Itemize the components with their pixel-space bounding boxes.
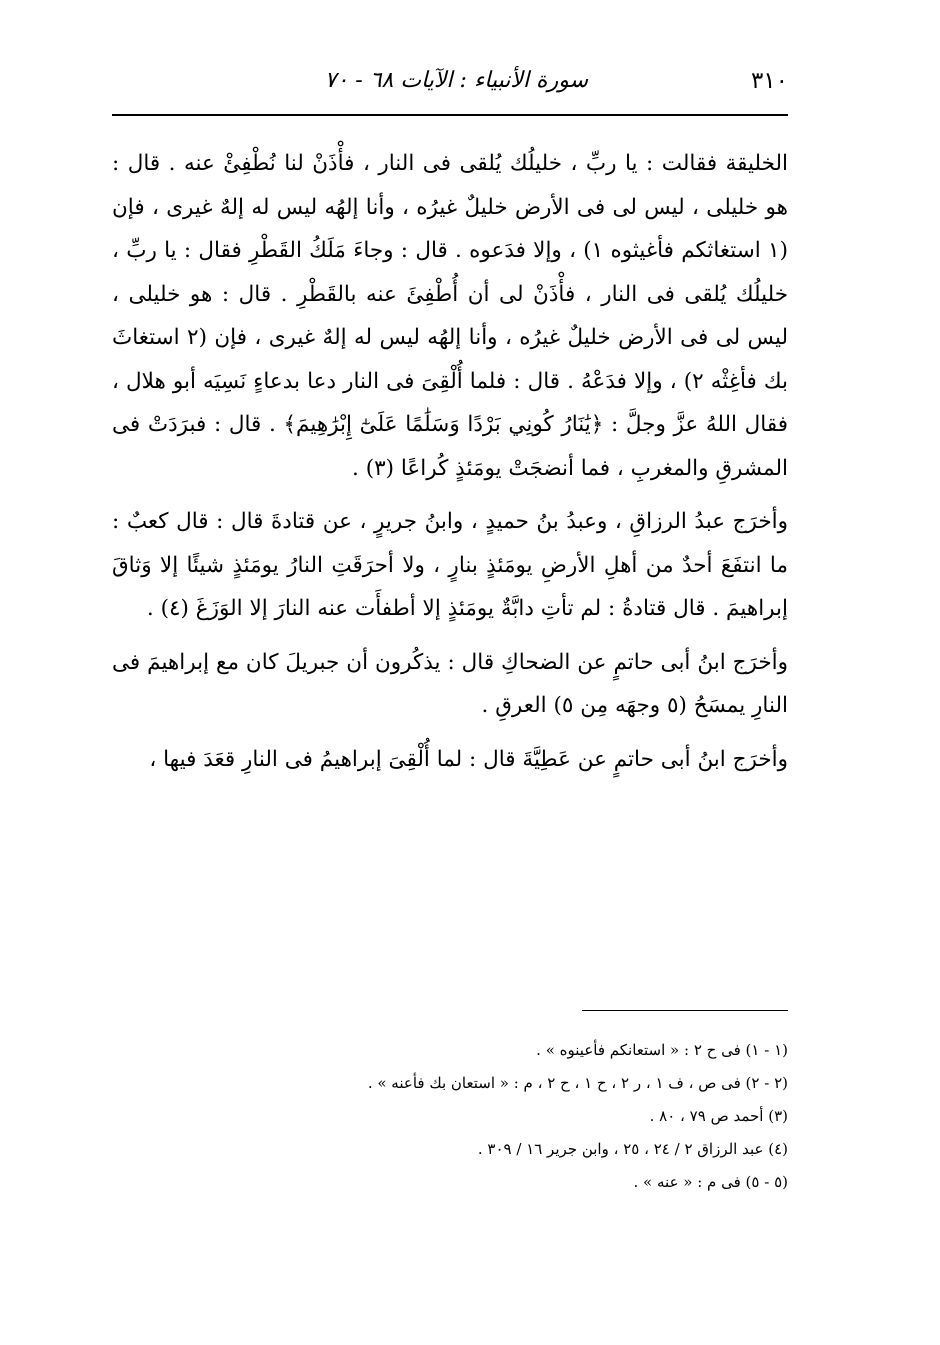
body-text	[112, 142, 788, 781]
paragraph: وأخرَج ابنُ أبى حاتمٍ عن عَطِيَّةَ قال : لما أُلْقِىَ إبراهيمُ فى النارِ قعَدَ فيها ،	[149, 746, 788, 772]
header-title: سورة الأنبياء : الآيات ٦٨ - ٧٠	[324, 68, 588, 93]
footnote: (٢ - ٢) فى ص ، ف ١ ، ر ٢ ، ح ١ ، ح ٢ ، م : « استعان بك فأعنه » .	[367, 1074, 788, 1092]
footnote: (١ - ١) فى ح ٢ : « استعانكم فأعينوه » .	[536, 1041, 788, 1059]
footnote: (٣) أحمد ص ٧٩ ، ٨٠ .	[649, 1107, 788, 1125]
footnotes	[112, 1034, 788, 1199]
header-rule	[112, 114, 788, 116]
footnote-rule	[582, 1010, 788, 1011]
footnote: (٤) عبد الرزاق ٢ / ٢٤ ، ٢٥ ، وابن جرير ١٦ / ٣٠٩ .	[477, 1140, 788, 1158]
paragraph: وأخرَج عبدُ الرزاقِ ، وعبدُ بنُ حميدٍ ، وابنُ جريرٍ ، عن قتادةَ قال : قال كعبٌ : ما انتفَعَ أحدٌ من أهلِ الأرضِ يومَئذٍ بنارٍ ، ولا أحرَقَتِ النارُ يومَئذٍ شيئًا إلا وَثاقَ إبراهيمَ . قال قتادةُ : لم تأتِ دابَّةٌ يومَئذٍ إلا أطفأَت عنه النارَ إلا الوَزَغَ (٤) .	[112, 509, 788, 621]
footnote: (٥ - ٥) فى م : « عنه » .	[633, 1173, 788, 1191]
paragraph: وأخرَج ابنُ أبى حاتمٍ عن الضحاكِ قال : يذكُرون أن جبريلَ كان مع إبراهيمَ فى النارِ يمسَحُ (٥ وجهَه مِن ٥) العرقِ .	[112, 649, 788, 718]
paragraph: الخليقة فقالت : يا ربِّ ، خليلُك يُلقى فى النار ، فأْذَنْ لنا نُطْفِئْ عنه . قال : هو خليلى ، ليس لى فى الأرض خليلٌ غيرُه ، وأنا إلهُه ليس له إلهٌ غيرى ، فإن (١ استغاثكم فأغيثوه ١) ، وإلا فدَعوه . قال : وجاءَ مَلَكُ القَطْرِ فقال : يا ربِّ ، خليلُك يُلقى فى النار ، فأْذَنْ لى أن أُطْفِئَ عنه بالقَطْرِ . قال : هو خليلى ، ليس لى فى الأرض خليلٌ غيرُه ، وأنا إلهُه ليس له إلهٌ غيرى ، فإن (٢ استغاثَ بك فأغِثْه ٢) ، وإلا فدَعْهُ . قال : فلما أُلْقِىَ فى النار دعا بدعاءٍ نَسِيَه أبو هلال ، فقال اللهُ عزَّ وجلَّ : ﴿يَٰنَارُ كُونِي بَرْدًا وَسَلَٰمًا عَلَىٰٓ إِبْرَٰهِيمَ﴾ . قال : فبرَدَتْ فى المشرقِ والمغربِ ، فما أنضجَتْ يومَئذٍ كُراعًا (٣) .	[112, 151, 789, 481]
page-number: ٣١٠	[750, 68, 788, 94]
running-header	[112, 68, 788, 108]
